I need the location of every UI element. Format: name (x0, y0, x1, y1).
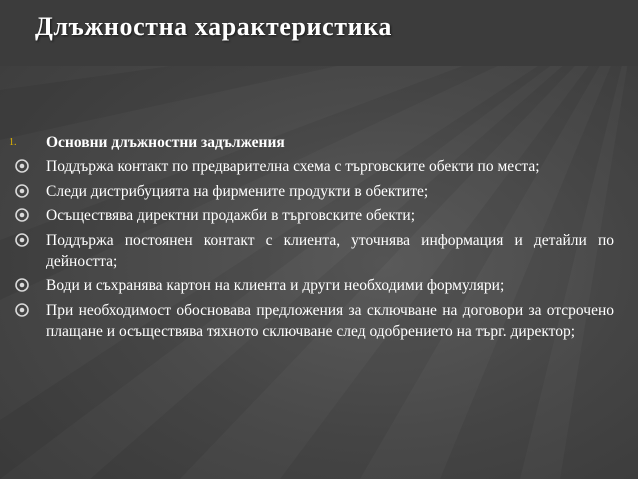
target-bullet-icon (14, 158, 30, 174)
list-item-text: Поддържа контакт по предварителна схема с търговските обекти по места; (46, 158, 540, 175)
list-item-text: Осъществява директни продажби в търговските обекти; (46, 207, 416, 224)
target-bullet-icon (14, 207, 30, 223)
target-bullet-icon (14, 183, 30, 199)
list-item (0, 205, 638, 226)
list-item (0, 230, 638, 272)
list-item-text: Поддържа постоянен контакт с клиента, уточнява информация и детайли по дейността; (46, 231, 614, 270)
list-item (0, 300, 638, 342)
slide-content (0, 132, 638, 345)
list-heading-text: Основни длъжностни задължения (46, 134, 285, 151)
target-bullet-icon (14, 277, 30, 293)
list-item-text: Води и съхранява картон на клиента и други необходими формуляри; (46, 277, 505, 294)
target-bullet-icon (14, 302, 30, 318)
list-item (0, 181, 638, 202)
list-item (0, 275, 638, 296)
list-heading (0, 132, 638, 153)
list-item (0, 156, 638, 177)
list-item-text: Следи дистрибуцията на фирмените продукти в обектите; (46, 182, 429, 200)
list-number: 1. (9, 137, 17, 148)
slide-title: Длъжностна характеристика (35, 12, 392, 41)
list-item-text: При необходимост обосновава предложения за сключване на договори за отсрочено плащане и осъществява тяхното сключване след одобрението на търг. директор; (46, 301, 614, 340)
target-bullet-icon (14, 232, 30, 248)
